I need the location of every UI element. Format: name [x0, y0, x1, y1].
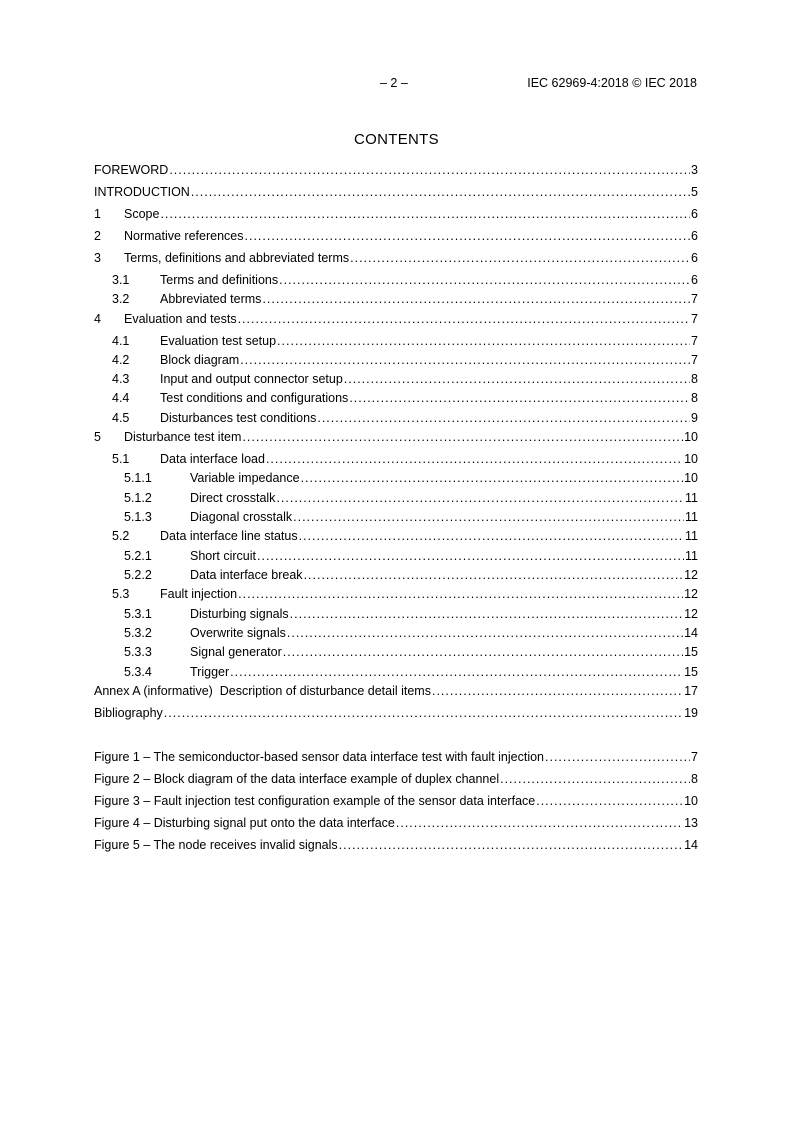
toc-entry-title: Fault injection: [160, 587, 238, 601]
page-number: – 2 –: [380, 76, 408, 90]
toc-entry-page: 7: [691, 312, 698, 326]
toc-entry-page: 3: [691, 163, 698, 177]
toc-entry-page: 12: [684, 568, 698, 582]
toc-entry-title: Data interface break: [190, 568, 303, 582]
toc-entry-3-1[interactable]: [94, 272, 698, 288]
toc-entry-title: Input and output connector setup: [160, 372, 343, 386]
toc-entry-number: 5.2.1: [124, 549, 152, 563]
toc-entry-page: 15: [684, 645, 698, 659]
page-header: [0, 76, 793, 92]
toc-entry-page: 6: [691, 229, 698, 243]
toc-entry-5-2[interactable]: [94, 528, 698, 544]
toc-entry-page: 7: [691, 292, 698, 306]
toc-entry-number: 3.1: [112, 273, 130, 287]
figure-entry-title: Figure 5 – The node receives invalid signals: [94, 838, 338, 852]
toc-entry-title: Overwrite signals: [190, 626, 286, 640]
toc-entry-number: 5.3.2: [124, 626, 152, 640]
toc-entry-page: 17: [684, 684, 698, 698]
toc-entry-number: 5.1.1: [124, 471, 152, 485]
toc-entry-5-2-1[interactable]: [94, 548, 698, 564]
toc-entry-number: 1: [94, 207, 101, 221]
toc-entry-4-4[interactable]: [94, 390, 698, 406]
toc-entry-number: 3: [94, 251, 101, 265]
figure-entry-page: 7: [691, 750, 698, 764]
figure-entry-5[interactable]: [94, 837, 698, 853]
figure-entry-2[interactable]: [94, 771, 698, 787]
toc-entry-page: 10: [684, 430, 698, 444]
toc-entry-5-2-2[interactable]: [94, 567, 698, 583]
toc-entry-title: Data interface load: [160, 452, 265, 466]
toc-entry-5-1[interactable]: [94, 451, 698, 467]
toc-entry-title: Terms, definitions and abbreviated terms: [124, 251, 350, 265]
toc-entry-page: 12: [684, 587, 698, 601]
toc-entry-number: 5.2: [112, 529, 130, 543]
toc-entry-number: 5.3.3: [124, 645, 152, 659]
figure-entry-page: 8: [691, 772, 698, 786]
toc-entry-title: Short circuit: [190, 549, 256, 563]
toc-entry-number: 5.1.3: [124, 510, 152, 524]
toc-entry-5-3-3[interactable]: [94, 644, 698, 660]
toc-entry-page: 12: [684, 607, 698, 621]
figure-entry-page: 13: [684, 816, 698, 830]
toc-entry-page: 11: [685, 529, 698, 543]
figure-entry-title: Figure 3 – Fault injection test configuration example of the sensor data interface: [94, 794, 536, 808]
toc-entry-page: 11: [685, 510, 698, 524]
toc-entry-title: Evaluation test setup: [160, 334, 277, 348]
toc-entry-page: 8: [691, 372, 698, 386]
toc-entry-number: 2: [94, 229, 101, 243]
toc-entry-annex-a[interactable]: [94, 683, 698, 699]
toc-entry-4-1[interactable]: [94, 333, 698, 349]
figure-entry-4[interactable]: [94, 815, 698, 831]
toc-entry-page: 7: [691, 334, 698, 348]
toc-entry-title: Disturbances test conditions: [160, 411, 317, 425]
toc-entry-5-3-2[interactable]: [94, 625, 698, 641]
toc-entry-bibliography[interactable]: [94, 705, 698, 721]
toc-entry-page: 10: [684, 471, 698, 485]
toc-entry-number: 4: [94, 312, 101, 326]
toc-entry-title: Disturbance test item: [124, 430, 242, 444]
toc-entry-title: Block diagram: [160, 353, 240, 367]
toc-entry-title: Evaluation and tests: [124, 312, 237, 326]
toc-entry-number: 4.3: [112, 372, 130, 386]
toc-entry-page: 11: [685, 549, 698, 563]
toc-entry-page: 7: [691, 353, 698, 367]
toc-entry-introduction[interactable]: [94, 184, 698, 200]
toc-entry-title: FOREWORD: [94, 163, 169, 177]
toc-entry-number: 5.1: [112, 452, 130, 466]
toc-entry-3[interactable]: [94, 250, 698, 266]
toc-entry-title: Annex A (informative) Description of disturbance detail items: [94, 684, 431, 698]
toc-entry-number: 5.2.2: [124, 568, 152, 582]
toc-entry-page: 15: [684, 665, 698, 679]
toc-entry-4-2[interactable]: [94, 352, 698, 368]
toc-entry-title: Data interface line status: [160, 529, 298, 543]
toc-entry-title: Variable impedance: [190, 471, 300, 485]
toc-entry-page: 10: [684, 452, 698, 466]
toc-entry-5-3-4[interactable]: [94, 664, 698, 680]
toc-entry-title: Scope: [124, 207, 160, 221]
toc-entry-page: 8: [691, 391, 698, 405]
toc-entry-5-3[interactable]: [94, 586, 698, 602]
toc-entry-page: 6: [691, 273, 698, 287]
toc-entry-5-1-1[interactable]: [94, 470, 698, 486]
figure-entry-page: 14: [684, 838, 698, 852]
toc-entry-title: INTRODUCTION: [94, 185, 190, 199]
document-reference: IEC 62969-4:2018 © IEC 2018: [527, 76, 697, 90]
toc-entry-4[interactable]: [94, 311, 698, 327]
toc-entry-1[interactable]: [94, 206, 698, 222]
figure-entry-3[interactable]: [94, 793, 698, 809]
toc-entry-title: Disturbing signals: [190, 607, 289, 621]
toc-entry-page: 6: [691, 207, 698, 221]
toc-entry-page: 14: [684, 626, 698, 640]
toc-entry-title: Terms and definitions: [160, 273, 279, 287]
toc-entry-5-1-3[interactable]: [94, 509, 698, 525]
toc-entry-number: 4.2: [112, 353, 130, 367]
toc-entry-page: 6: [691, 251, 698, 265]
toc-entry-title: Trigger: [190, 665, 230, 679]
toc-entry-number: 4.5: [112, 411, 130, 425]
contents-title: CONTENTS: [354, 131, 439, 148]
toc-entry-title: Signal generator: [190, 645, 282, 659]
toc-entry-title: Abbreviated terms: [160, 292, 262, 306]
toc-entry-5[interactable]: [94, 429, 698, 445]
figure-entry-page: 10: [684, 794, 698, 808]
toc-entry-number: 5.3.1: [124, 607, 152, 621]
toc-entry-number: 4.1: [112, 334, 130, 348]
toc-entry-number: 3.2: [112, 292, 130, 306]
toc-entry-title: Bibliography: [94, 706, 163, 720]
toc-entry-number: 5: [94, 430, 101, 444]
toc-entry-foreword[interactable]: [94, 162, 698, 178]
figure-entry-title: Figure 2 – Block diagram of the data interface example of duplex channel: [94, 772, 500, 786]
toc-entry-page: 9: [691, 411, 698, 425]
figure-entry-title: Figure 1 – The semiconductor-based sensor data interface test with fault injection: [94, 750, 545, 764]
toc-entry-number: 5.3: [112, 587, 130, 601]
figure-entry-1[interactable]: [94, 749, 698, 765]
toc-entry-page: 5: [691, 185, 698, 199]
toc-entry-title: Normative references: [124, 229, 244, 243]
toc-entry-5-3-1[interactable]: [94, 606, 698, 622]
toc-entry-4-3[interactable]: [94, 371, 698, 387]
toc-entry-5-1-2[interactable]: [94, 490, 698, 506]
toc-entry-number: 5.3.4: [124, 665, 152, 679]
toc-entry-title: Direct crosstalk: [190, 491, 276, 505]
toc-entry-page: 11: [685, 491, 698, 505]
toc-entry-4-5[interactable]: [94, 410, 698, 426]
toc-entry-number: 4.4: [112, 391, 130, 405]
toc-entry-number: 5.1.2: [124, 491, 152, 505]
toc-entry-title: Diagonal crosstalk: [190, 510, 293, 524]
toc-entry-title: Test conditions and configurations: [160, 391, 349, 405]
figure-entry-title: Figure 4 – Disturbing signal put onto the data interface: [94, 816, 395, 830]
toc-entry-page: 19: [684, 706, 698, 720]
toc-entry-2[interactable]: [94, 228, 698, 244]
toc-entry-3-2[interactable]: [94, 291, 698, 307]
